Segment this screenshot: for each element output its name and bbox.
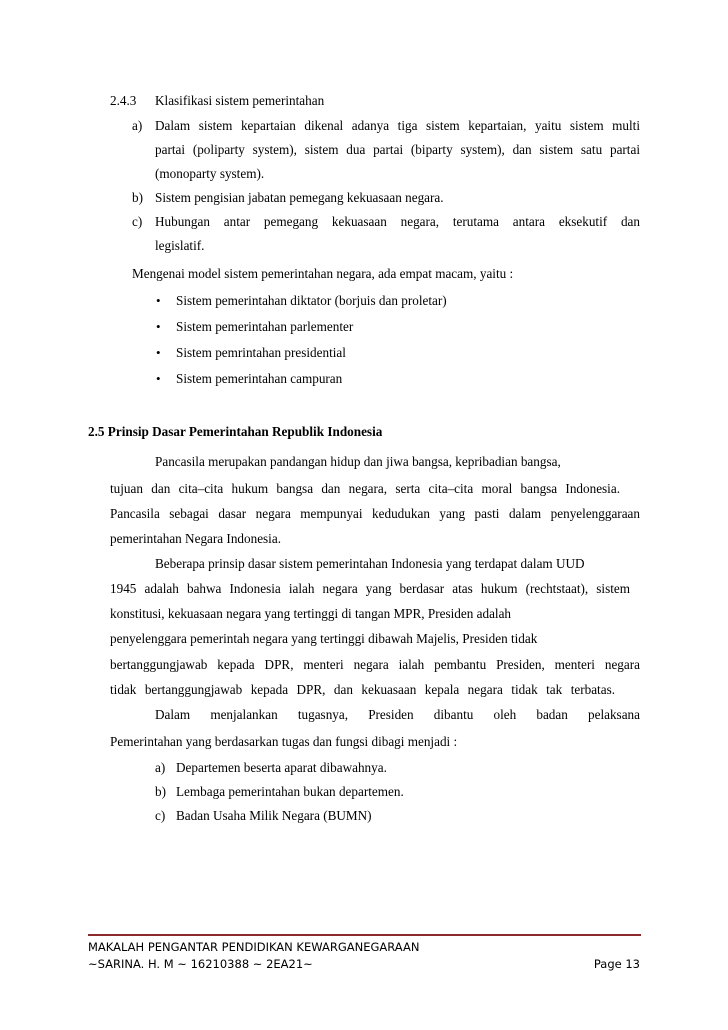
para2-line-5: bertanggungjawab kepada DPR, menteri negara ialah pembantu Presiden, menteri negara xyxy=(110,657,640,672)
model-item: Sistem pemerintahan diktator (borjuis dan proletar) xyxy=(176,293,447,308)
list-item-c-line-1: Hubungan antar pemegang kekuasaan negara, terutama antara eksekutif dan xyxy=(155,214,640,229)
para2-line-3: konstitusi, kekuasaan negara yang tertinggi di tangan MPR, Presiden adalah xyxy=(110,606,512,621)
model-item: Sistem pemerintahan campuran xyxy=(176,371,343,386)
footer-author: ~SARINA. H. M ~ 16210388 ~ 2EA21~ xyxy=(88,957,313,971)
list-marker: b) xyxy=(155,784,166,799)
para2-line-4: penyelenggara pemerintah negara yang tertinggi dibawah Majelis, Presiden tidak xyxy=(110,631,538,646)
subsection-title: Klasifikasi sistem pemerintahan xyxy=(155,93,325,108)
model-item: Sistem pemerintahan parlementer xyxy=(176,319,354,334)
para1-line-3: Pancasila sebagai dasar negara mempunyai kedudukan yang pasti dalam penyelenggaraan xyxy=(110,506,640,521)
model-item: Sistem pemrintahan presidential xyxy=(176,345,346,360)
para2-line-6: tidak bertanggungjawab kepada DPR, dan kekuasaan kepala negara tidak tak terbatas. xyxy=(110,682,615,697)
para2-line-2: 1945 adalah bahwa Indonesia ialah negara yang berdasar atas hukum (rechtstaat), sistem xyxy=(110,581,630,596)
list-item-b-line-1: Sistem pengisian jabatan pemegang kekuasaan negara. xyxy=(155,190,444,205)
page-number: Page 13 xyxy=(593,957,640,971)
para3-line-2: Pemerintahan yang berdasarkan tugas dan fungsi dibagi menjadi : xyxy=(110,734,458,749)
list-item: Lembaga pemerintahan bukan departemen. xyxy=(176,784,404,799)
list-item-a-line-2: partai (poliparty system), sistem dua partai (biparty system), dan sistem satu partai xyxy=(155,142,640,157)
list-marker-c: c) xyxy=(132,214,143,229)
bullet-icon: • xyxy=(156,371,161,386)
para1-line-4: pemerintahan Negara Indonesia. xyxy=(110,531,281,546)
list-item-c-line-2: legislatif. xyxy=(155,238,205,253)
bullet-icon: • xyxy=(156,293,161,308)
para1-line-1: Pancasila merupakan pandangan hidup dan jiwa bangsa, kepribadian bangsa, xyxy=(155,454,561,469)
footer-title: MAKALAH PENGANTAR PENDIDIKAN KEWARGANEGARAAN xyxy=(88,940,420,954)
para2-line-1: Beberapa prinsip dasar sistem pemerintahan Indonesia yang terdapat dalam UUD xyxy=(155,556,585,571)
list-marker: a) xyxy=(155,760,166,775)
list-item-a-line-3: (monoparty system). xyxy=(155,166,265,181)
footer-rule xyxy=(88,934,641,936)
model-intro: Mengenai model sistem pemerintahan negara, ada empat macam, yaitu : xyxy=(132,266,514,281)
list-marker: c) xyxy=(155,808,166,823)
section-heading: 2.5 Prinsip Dasar Pemerintahan Republik Indonesia xyxy=(88,424,383,439)
list-item: Departemen beserta aparat dibawahnya. xyxy=(176,760,387,775)
list-marker-b: b) xyxy=(132,190,143,205)
subsection-number: 2.4.3 xyxy=(110,93,137,108)
para3-line-1: Dalam menjalankan tugasnya, Presiden dibantu oleh badan pelaksana xyxy=(155,707,640,722)
bullet-icon: • xyxy=(156,345,161,360)
bullet-icon: • xyxy=(156,319,161,334)
list-item-a-line-1: Dalam sistem kepartaian dikenal adanya tiga sistem kepartaian, yaitu sistem multi xyxy=(155,118,640,133)
list-item: Badan Usaha Milik Negara (BUMN) xyxy=(176,808,372,823)
list-marker-a: a) xyxy=(132,118,143,133)
para1-line-2: tujuan dan cita–cita hukum bangsa dan negara, serta cita–cita moral bangsa Indonesia. xyxy=(110,481,620,496)
